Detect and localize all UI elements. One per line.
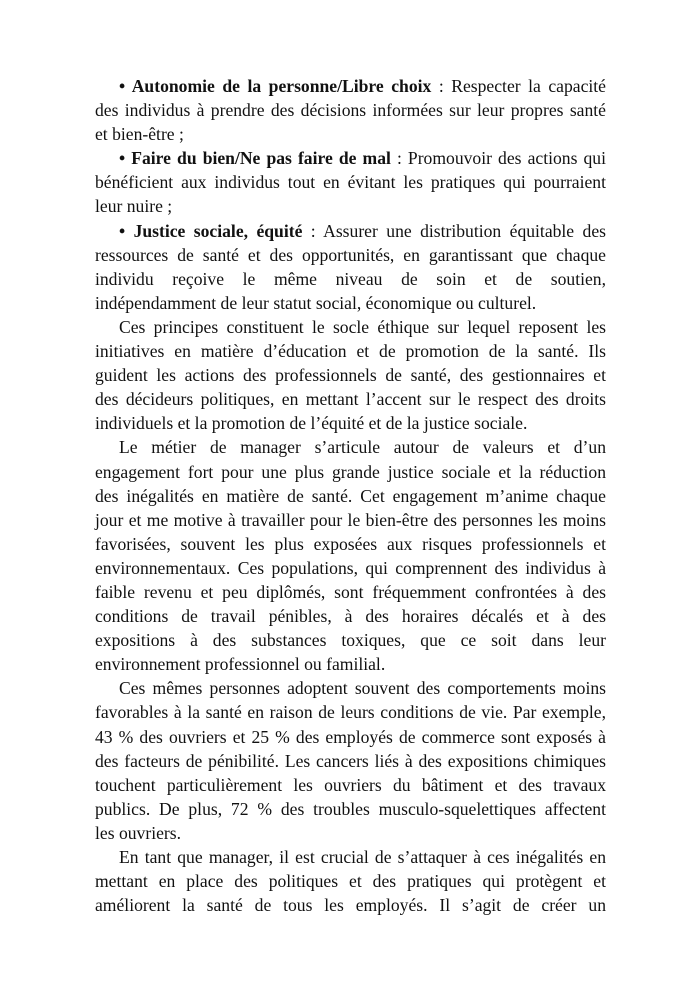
text-line: Ces mêmes personnes adoptent souvent des comportements moins [119, 678, 606, 699]
paragraph-comportements [95, 676, 606, 845]
text-line: indépendamment de leur statut social, économique ou culturel. [95, 292, 537, 313]
text-line: des individus à prendre des décisions informées sur leur propres santé [95, 100, 606, 121]
paragraph-metier-manager [95, 435, 606, 676]
text-line: favorables à la santé en raison de leurs conditions de vie. Par exemple, [95, 702, 606, 723]
text-line: des facteurs de pénibilité. Les cancers liés à des expositions chimiques [95, 750, 606, 771]
text-line: individuels et la promotion de l’équité et de la justice sociale. [95, 413, 528, 434]
text-line: • Autonomie de la personne/Libre choix : Respecter la capacité [119, 76, 606, 96]
text-line: • Justice sociale, équité : Assurer une distribution équitable des [119, 220, 606, 241]
text-line: touchent particulièrement les ouvriers du bâtiment et des travaux [95, 774, 606, 795]
bullet-heading: • Faire du bien/Ne pas faire de mal [119, 148, 391, 169]
text-line: Le métier de manager s’articule autour de valeurs et d’un [119, 437, 606, 458]
text-line: jour et me motive à travailler pour le bien-être des personnes les moins [95, 509, 606, 530]
text-line: mettant en place des politiques et des pratiques qui protègent et [95, 871, 606, 892]
text-line: publics. De plus, 72 % des troubles musculo-squelettiques affectent [95, 798, 606, 819]
bullet-faire-du-bien [95, 146, 606, 218]
text-line: engagement fort pour une plus grande justice sociale et la réduction [95, 461, 606, 482]
text-line: individu reçoive le même niveau de soin et de soutien, [95, 268, 606, 289]
text-line: leur nuire ; [95, 196, 173, 217]
bullet-heading: • Autonomie de la personne/Libre choix [119, 76, 432, 96]
text-line: des inégalités en matière de santé. Cet engagement m’anime chaque [95, 485, 606, 506]
bullet-justice-sociale [95, 219, 606, 315]
text-line: conditions de travail pénibles, à des horaires décalés et à des [95, 606, 606, 627]
text-line: expositions à des substances toxiques, que ce soit dans leur [95, 630, 606, 651]
text-line: environnement professionnel ou familial. [95, 654, 386, 675]
text-line: environnementaux. Ces populations, qui comprennent des individus à [95, 557, 606, 578]
paragraph-role-manager [95, 845, 606, 917]
text-line: faible revenu et peu diplômés, sont fréquemment confrontées à des [95, 581, 606, 602]
bullet-heading: • Justice sociale, équité [119, 220, 303, 241]
text-line: bénéficient aux individus tout en évitant les pratiques qui pourraient [95, 172, 606, 193]
text-line: initiatives en matière d’éducation et de promotion de la santé. Ils [95, 341, 606, 362]
bullet-autonomie [95, 74, 606, 146]
text-line: 43 % des ouvriers et 25 % des employés de commerce sont exposés à [95, 726, 606, 747]
text-line: En tant que manager, il est crucial de s’attaquer à ces inégalités en [119, 847, 606, 867]
text-line: Ces principes constituent le socle éthique sur lequel reposent les [119, 316, 606, 337]
text-line: des décideurs politiques, en mettant l’accent sur le respect des droits [95, 389, 606, 410]
text-line: les ouvriers. [95, 822, 181, 843]
document-page [95, 74, 606, 917]
text-line: • Faire du bien/Ne pas faire de mal : Promouvoir des actions qui [119, 148, 606, 169]
text-line: et bien-être ; [95, 124, 184, 145]
paragraph-principes [95, 315, 606, 435]
text-line: guident les actions des professionnels de santé, des gestionnaires et [95, 365, 606, 386]
text-line: ressources de santé et des opportunités, en garantissant que chaque [95, 244, 606, 265]
text-line: favorisées, souvent les plus exposées aux risques professionnels et [95, 533, 606, 554]
text-line: améliorent la santé de tous les employés. Il s’agit de créer un [95, 895, 606, 916]
